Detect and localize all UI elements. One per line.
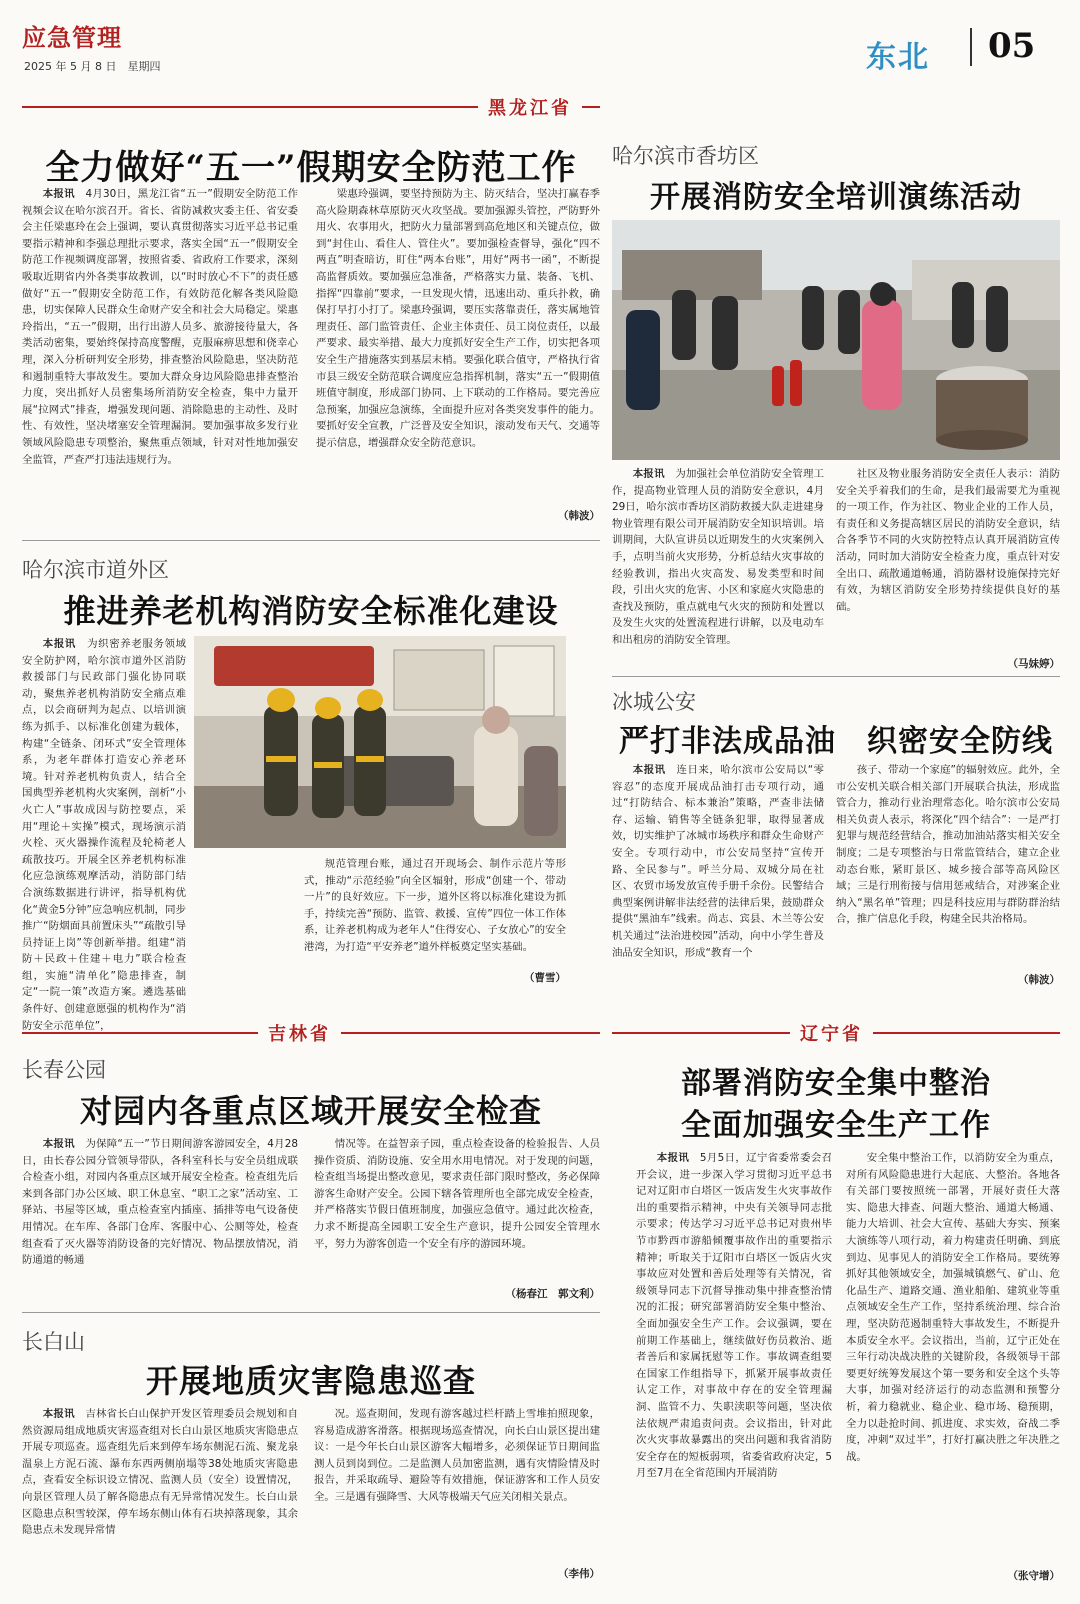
- article-body-column: [836, 762, 1060, 972]
- lead-label: 本报讯: [42, 1138, 75, 1150]
- article-divider: [22, 1312, 600, 1313]
- article-text: 为加强社会单位消防安全管理工作，提高物业管理人员的消防安全意识，4月29日，哈尔滨市香坊区消防救援大队走进建身物业管理有限公司开展消防安全知识培训。培训期间，大队宣讲员以近期发生的火灾案例入手，点明当前火灾形势，分析总结火灾事故的经验教训，指出火灾高发、易发类型和时间段，引出火灾的危害、小区和家庭火灾隐患的查找及预防，重点就电气火灾的预防和处置以及发生火灾的处置流程进行讲解，以及电动车和出租房的消防安全管理。: [612, 468, 825, 646]
- article-body-column: [22, 1136, 298, 1302]
- article-text: 安全集中整治工作，以消防安全为重点，对所有风险隐患进行大起底、大整治。各地各有关部门要按照统一部署，开展好责任大落实、隐患大排查、问题大整治、通道大畅通、能力大培训、社会大宣传、基础大夯实、预案大演练等八项行动，着力构建责任明确、到底到边、见事见人的消防安全工作格局。要统筹抓好其他领域安全，加强城镇燃气、矿山、危化品生产、道路交通、渔业船舶、建筑业等重点领域安全生产工作，坚持系统治理、综合治理，坚决防范遏制重特大事故发生，不断提升本质安全水平。会议指出，当前，辽宁正处在三年行动决战决胜的关键阶段，各级领导干部要更好统筹发展这个第一要务和安全这个头等大事，加强对经济运行的动态监测和预警分析，着力稳就业、稳企业、稳市场、稳预期，全力以赴抢时间、抓进度、求实效，奋战二季度，冲刺“双过半”，打好打赢决胜之年决胜之战。: [846, 1152, 1060, 1463]
- article-text: 社区及物业服务消防安全责任人表示：消防安全关乎着我们的生命，是我们最需要尤为重视的一项工作，作为社区、物业企业的工作人员，有责任和义务提高辖区居民的消防安全意识，结合各季节不同的火灾防控特点认真开展消防宣传活动，同时加大消防安全检查力度，重点针对安全出口、疏散通道畅通，消防器材设施保持完好有效，为辖区消防安全形势持续提供良好的基础。: [836, 468, 1060, 613]
- article-text: 孩子、带动一个家庭”的辐射效应。此外，全市公安机关联合相关部门开展联合执法，形成监管合力，推动行业治理常态化。哈尔滨市公安局相关负责人表示，将深化“四个结合”：一是严打犯罪与规范经营结合，推动加油站落实相关安全制度；二是专项整治与日常监管结合，建立企业动态台账，紧盯景区、城乡接合部等高风险区域；三是行刑衔接与信用惩戒结合，对涉案企业纳入“黑名单”管理；四是科技应用与群防群治结合，推广信息化手段，构建全民共治格局。: [836, 764, 1060, 926]
- article-body-column: [314, 1136, 600, 1286]
- issue-date: 2025 年 5 月 8 日 星期四: [24, 60, 161, 73]
- article-body-column: [836, 466, 1060, 654]
- article-byline: （杨春江 郭文利）: [505, 1288, 600, 1300]
- article-text: 规范管理台账，通过召开现场会、制作示范片等形式，推动“示范经验”向全区辐射，形成“创建一个、带动一片”的良好效应。下一步，道外区将以标准化建设为抓手，持续完善“预防、监管、救援、宣传”四位一体工作体系，让养老机构成为老年人“住得安心、子女放心”的安全港湾，为打造“平安养老”道外样板奠定坚实基础。: [304, 858, 566, 953]
- article-byline: （韩波）: [1018, 974, 1060, 986]
- section-title: 应急管理: [22, 24, 122, 52]
- article-body-column: [316, 186, 600, 508]
- province-label-jilin: 吉林省: [258, 1020, 341, 1046]
- article-kicker: 哈尔滨市香坊区: [612, 144, 759, 168]
- article-headline: 严打非法成品油 织密安全防线: [619, 724, 1053, 759]
- province-label-liaoning: 辽宁省: [790, 1020, 873, 1046]
- article-kicker: 冰城公安: [612, 690, 696, 714]
- lead-label: 本报讯: [656, 1152, 690, 1164]
- article-headline: 全力做好“五一”假期安全防范工作: [45, 148, 577, 188]
- article-body-column: [22, 1406, 298, 1576]
- nursing-home-drill-photo: [194, 636, 566, 848]
- fire-training-photo: [612, 220, 1060, 460]
- article-headline: 开展消防安全培训演练活动: [650, 180, 1022, 215]
- article-byline: （李伟）: [558, 1568, 600, 1580]
- article-text: 为织密养老服务领域安全防护网，哈尔滨市道外区消防救援部门与民政部门强化协同联动，聚焦养老机构消防安全痛点难点，以会商研判为起点、以培训演练为抓手、以标准化创建为载体，构建“全链条、闭环式”安全管理体系，为老年群体打造安心养老环境。针对养老机构负责人，结合全国典型养老机构火灾案例，剖析“小火亡人”事故成因与防控要点，采用“理论＋实操”模式，现场演示消火栓、灭火器操作流程及轮椅老人疏散技巧。开展全区养老机构标准化应急演练观摩活动，消防部门结合演练数据进行讲评，指导机构优化“黄金5分钟”应急响应机制，同步推广“防烟面具前置床头”“疏散引导员持证上岗”等创新举措。组建“消防＋民政＋住建＋电力”联合检查组，实施“清单化”隐患排查，制定“一院一策”改造方案。遴选基础条件好、创建意愿强的机构作为“消防安全示范单位”，: [22, 638, 187, 1032]
- article-headline: 全面加强安全生产工作: [681, 1108, 991, 1143]
- article-text: 梁惠玲强调，要坚持预防为主、防灭结合，坚决打赢春季高火险期森林草原防灭火攻坚战。要加强源头管控，严防野外用火、农事用火，把防火力量部署到高危地区和关键点位，做到“封住山、看住人、管住火”。要加强检查督导，强化“四不两直”明查暗访，盯住“两本台账”，用好“两书一函”，不断提高监督质效。要加强应急准备，严格落实力量、装备、飞机、指挥“四靠前”要求，一旦发现火情，迅速出动、重兵扑救，确保打早打小打了。梁惠玲强调，要压实落靠责任，落实属地管理责任、部门监管责任、企业主体责任、员工岗位责任，以最严要求、最实举措、最大力度抓好安全生产工作，切实把各项安全生产措施落实到基层末梢。要强化联合值守，严格执行省市县三级安全防范联合调度应急指挥机制，落实“五一”假期值班值守制度，形成部门协同、上下联动的工作格局。要完善应急预案，加强应急演练，全面提升应对各类突发事件的能力。要抓好安全宣教，广泛普及安全知识，滚动发布天气、交通等提示信息，增强群众安全防范意识。: [316, 188, 600, 449]
- article-text: 情况等。在益智亲子园，重点检查设备的检验报告、人员操作资质、消防设施、安全用水用电情况。对于发现的问题，检查组当场提出整改意见，要求责任部门限时整改，务必保障游客生命财产安全。公园下辖各管理所也全部完成安全检查，并严格落实节假日值班制度，加强应急值守。通过此次检查，力求不断提高全园职工安全生产意识，提升公园安全管理水平，努力为游客创造一个安全有序的游园环境。: [314, 1138, 600, 1250]
- article-text: 吉林省长白山保护开发区管理委员会规划和自然资源局组成地质灾害巡查组对长白山景区地质灾害隐患点开展专项巡查。巡查组先后来到停车场东侧泥石流、聚龙泉温泉上方泥石流、瀑布东西两侧崩塌等38处地质灾害隐患点，查看安全标识设立情况、监测人员（安全）设置情况，向景区管理人员了解各隐患点有无异常情况发生。长白山景区隐患点积雪较深，停车场东侧山体有石块掉落现象，其余隐患点未发现异常情: [22, 1408, 299, 1537]
- lead-label: 本报讯: [632, 468, 665, 480]
- article-headline: 开展地质灾害隐患巡查: [145, 1362, 476, 1400]
- article-byline: （张守增）: [1007, 1570, 1060, 1582]
- region-title: 东北: [866, 40, 930, 75]
- lead-label: 本报讯: [42, 188, 75, 200]
- article-body-column: [636, 1150, 832, 1580]
- masthead-divider: [970, 28, 972, 66]
- article-byline: （马妹婷）: [1007, 658, 1060, 670]
- page-number: 05: [988, 26, 1036, 66]
- article-headline: 部署消防安全集中整治: [681, 1066, 991, 1101]
- article-body-column: [314, 1406, 600, 1560]
- article-text: 5月5日，辽宁省委常委会召开会议，进一步深入学习贯彻习近平总书记对辽阳市白塔区一饭店发生火灾事故作出的重要指示精神，中央有关领导同志批示要求；传达学习习近平总书记对贵州毕节市黔西市游船倾覆事故作出的重要指示精神；听取关于辽阳市白塔区一饭店火灾事故应对处置和善后处理等有关情况，省级领导同志下沉督导推动集中排查整治情况的汇报；研究部署消防安全集中整治、全面加强安全生产工作。会议强调，要在前期工作基础上，继续做好伤员救治、逝者善后和家属抚慰等工作。事故调查组要在国家工作组指导下，抓紧开展事故责任认定工作，对事故中存在的安全管理漏洞、监管不力、失职渎职等问题，坚决依法依规严肃追责问责。会议指出，针对此次火灾事故暴露出的突出问题和我省消防安全存在的短板弱项，省委省政府决定，5月至7月在全省范围内开展消防: [636, 1152, 833, 1480]
- article-body-column: [612, 762, 824, 988]
- article-kicker: 长春公园: [22, 1058, 106, 1082]
- lead-label: 本报讯: [42, 638, 76, 650]
- article-kicker: 长白山: [22, 1330, 85, 1354]
- article-body-column: [22, 186, 298, 526]
- article-text: 连日来，哈尔滨市公安局以“零容忍”的态度开展成品油打击专项行动，通过“打防结合、标本兼治”策略，严查非法储存、运输、销售等全链条犯罪，取得显著成效，切实维护了冰城市场秩序和群众生命财产安全。专项行动中，市公安局坚持“宣传开路、全民参与”。呼兰分局、双城分局在社区、农贸市场发放宣传手册千余份。民警结合典型案例讲解非法经营的法律后果，鼓励群众提供“黑油车”线索。尚志、宾县、木兰等公安机关通过“法治进校园”活动，向中小学生普及油品安全知识，形成“教育一个: [612, 764, 825, 959]
- article-body-column: [612, 466, 824, 666]
- article-byline: （曹雪）: [524, 972, 566, 984]
- province-label-heilongjiang: 黑龙江省: [478, 94, 582, 120]
- article-headline: 推进养老机构消防安全标准化建设: [63, 592, 559, 630]
- article-body-column: [846, 1150, 1060, 1564]
- article-body-column: [304, 856, 566, 968]
- article-byline: （韩波）: [558, 510, 600, 522]
- article-text: 况。巡查期间，发现有游客越过栏杆踏上雪堆拍照现象，容易造成游客滑落。根据现场巡查情况，向长白山景区提出建议：一是今年长白山景区游客大幅增多，必须保证节日期间监测人员到岗到位。二是监测人员加密监测，遇有灾情险情及时报告，并采取疏导、避险等有效措施，保证游客和工作人员安全。三是遇有强降雪、大风等极端天气应关闭相关景点。: [314, 1408, 600, 1503]
- article-divider: [612, 676, 1060, 677]
- article-text: 为保障“五一”节日期间游客游园安全，4月28日，由长春公园分管领导带队，各科室科长与安全员组成联合检查小组，对园内各重点区域开展安全检查。检查组先后来到各部门办公区域、职工休息室、“职工之家”活动室、工驿站、书屋等区域，重点检查室内插座、插排等电气设备使用情况。在车库、各部门仓库、客服中心、公厕等处，检查组查看了灭火器等消防设备的完好情况、物品摆放情况，消防通道的畅通: [22, 1138, 299, 1267]
- lead-label: 本报讯: [632, 764, 666, 776]
- lead-label: 本报讯: [42, 1408, 75, 1420]
- article-text: 4月30日，黑龙江省“五一”假期安全防范工作视频会议在哈尔滨召开。省长、省防减救灾委主任、省安委会主任梁惠玲在会上强调，要认真贯彻落实习近平总书记重要指示精神和李强总理批示要求，落实全国“五一”假期安全防范工作视频调度部署，按照省委、省政府工作要求，深刻吸取近期省内外各类事故教训，以“时时放心不下”的责任感做好“五一”假期安全防范工作，有效防范化解各类风险隐患，切实保障人民群众生命财产安全和社会大局稳定。梁惠玲指出，“五一”假期，出行出游人员多、旅游接待量大，各类活动密集，要始终保持高度警醒，克服麻痹思想和侥幸心理，深入分析研判安全形势，排查整治风险隐患，坚决防范和遏制重特大事故发生。要加大群众身边风险隐患排查整治力度，突出抓好人员密集场所消防安全检查，集中力量开展“拉网式”排查，增强发现问题、消除隐患的主动性、及时性、有效性，坚决堵塞安全管理漏洞。要加强事故多发行业领域风险隐患专项整治，聚焦重点领域，针对对性地加强安全监管，严查严打违法违规行为。: [22, 188, 299, 466]
- article-divider: [22, 540, 600, 541]
- article-headline: 对园内各重点区域开展安全检查: [79, 1092, 542, 1130]
- article-body-column: [22, 636, 187, 1032]
- article-kicker: 哈尔滨市道外区: [22, 558, 169, 582]
